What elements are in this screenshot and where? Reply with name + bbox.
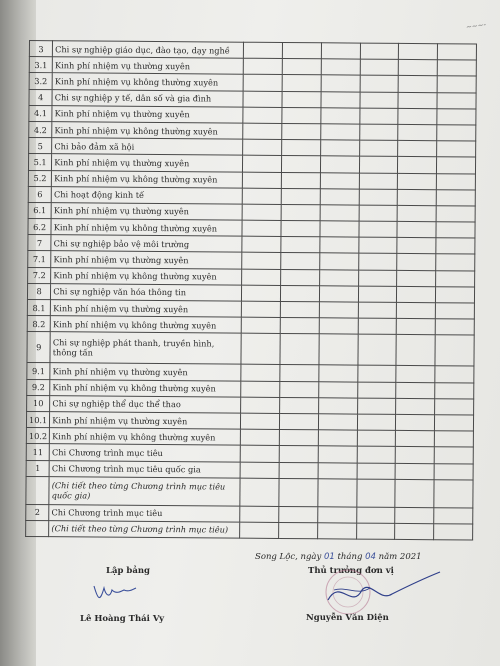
row-number: 8: [27, 283, 50, 299]
value-cell: [280, 285, 319, 301]
value-cell: [281, 253, 320, 269]
value-cell: [436, 189, 475, 205]
row-label: Chi sự nghiệp văn hóa thông tin: [51, 283, 242, 301]
row-label: Chi bảo đảm xã hội: [52, 138, 243, 156]
value-cell: [242, 188, 281, 204]
value-cell: [437, 141, 476, 157]
value-cell: [359, 124, 398, 140]
value-cell: [436, 238, 475, 254]
value-cell: [396, 431, 435, 447]
value-cell: [395, 479, 434, 507]
value-cell: [435, 319, 474, 335]
value-cell: [358, 254, 397, 270]
date-day: 01: [323, 552, 335, 562]
value-cell: [243, 75, 282, 91]
value-cell: [243, 91, 282, 107]
value-cell: [356, 507, 395, 523]
value-cell: [436, 206, 475, 222]
value-cell: [356, 523, 395, 539]
value-cell: [280, 365, 319, 381]
value-cell: [397, 286, 436, 302]
value-cell: [359, 205, 398, 221]
row-number: 4.2: [29, 121, 52, 137]
value-cell: [319, 302, 358, 318]
value-cell: [437, 157, 476, 173]
row-number: 11: [26, 444, 49, 460]
value-cell: [241, 317, 280, 333]
value-cell: [397, 270, 436, 286]
value-cell: [241, 334, 280, 365]
value-cell: [357, 430, 396, 446]
value-cell: [397, 205, 436, 221]
preparer-signature: [90, 580, 140, 606]
value-cell: [281, 172, 320, 188]
value-cell: [398, 92, 437, 108]
value-cell: [434, 524, 473, 540]
value-cell: [320, 221, 359, 237]
row-label: Chi sự nghiệp y tế, dân số và gia đình: [52, 89, 243, 107]
row-number: 5: [29, 138, 52, 154]
value-cell: [242, 269, 281, 285]
value-cell: [434, 479, 473, 507]
value-cell: [397, 238, 436, 254]
value-cell: [321, 75, 360, 91]
value-cell: [319, 318, 358, 334]
value-cell: [318, 478, 357, 506]
value-cell: [357, 382, 396, 398]
row-label: Kinh phí nhiệm vụ không thường xuyên: [52, 170, 243, 188]
value-cell: [399, 43, 438, 59]
value-cell: [398, 141, 437, 157]
value-cell: [358, 334, 397, 365]
value-cell: [319, 365, 358, 381]
row-label: Kinh phí nhiệm vụ thường xuyên: [50, 412, 241, 430]
row-number: 9.2: [27, 379, 50, 395]
value-cell: [241, 381, 280, 397]
value-cell: [242, 204, 281, 220]
row-label: Kinh phí nhiệm vụ thường xuyên: [51, 300, 242, 318]
value-cell: [320, 140, 359, 156]
row-label: (Chi tiết theo từng Chương trình mục tiêu quốc gia): [49, 476, 240, 505]
value-cell: [321, 108, 360, 124]
value-cell: [357, 414, 396, 430]
row-label: Chi Chương trình mục tiêu quốc gia: [49, 460, 240, 478]
value-cell: [320, 124, 359, 140]
value-cell: [397, 319, 436, 335]
row-number: 7.1: [28, 251, 51, 267]
value-cell: [282, 123, 321, 139]
value-cell: [279, 462, 318, 478]
row-number: 10.1: [26, 411, 49, 427]
row-label: Kinh phí nhiệm vụ không thường xuyên: [51, 219, 242, 237]
value-cell: [358, 270, 397, 286]
value-cell: [282, 107, 321, 123]
value-cell: [434, 447, 473, 463]
head-name: Nguyễn Văn Diện: [306, 613, 389, 623]
row-number: 6.2: [28, 219, 51, 235]
row-label: Chi sự nghiệp thể dục thể thao: [50, 395, 241, 413]
value-cell: [435, 398, 474, 414]
value-cell: [397, 221, 436, 237]
value-cell: [241, 397, 280, 413]
value-cell: [360, 92, 399, 108]
value-cell: [320, 156, 359, 172]
row-number: 4.1: [29, 105, 52, 121]
value-cell: [282, 91, 321, 107]
row-number: 5.2: [28, 170, 51, 186]
value-cell: [435, 303, 474, 319]
row-number: 6.1: [28, 202, 51, 218]
row-label: Chi hoạt động kinh tế: [51, 186, 242, 204]
value-cell: [321, 91, 360, 107]
row-number: 9.1: [27, 363, 50, 379]
row-number: 7.2: [28, 267, 51, 283]
value-cell: [281, 269, 320, 285]
value-cell: [243, 123, 282, 139]
value-cell: [396, 414, 435, 430]
value-cell: [281, 204, 320, 220]
row-label: (Chi tiết theo từng Chương trình mục tiêu): [49, 521, 240, 539]
value-cell: [319, 286, 358, 302]
value-cell: [279, 446, 318, 462]
value-cell: [359, 108, 398, 124]
value-cell: [321, 59, 360, 75]
value-cell: [398, 76, 437, 92]
value-cell: [242, 285, 281, 301]
row-label: Kinh phí nhiệm vụ thường xuyên: [52, 154, 243, 172]
value-cell: [437, 44, 476, 60]
value-cell: [435, 415, 474, 431]
value-cell: [398, 173, 437, 189]
row-label: Chi sự nghiệp phát thanh, truyền hình, thông tấn: [50, 332, 241, 364]
value-cell: [320, 237, 359, 253]
value-cell: [321, 43, 360, 59]
value-cell: [358, 318, 397, 334]
value-cell: [320, 188, 359, 204]
value-cell: [360, 75, 399, 91]
value-cell: [243, 172, 282, 188]
value-cell: [241, 365, 280, 381]
value-cell: [281, 221, 320, 237]
row-number: 4: [29, 89, 52, 105]
value-cell: [243, 139, 282, 155]
value-cell: [318, 430, 357, 446]
value-cell: [282, 42, 321, 58]
value-cell: [240, 522, 279, 538]
row-number: 7: [28, 235, 51, 251]
value-cell: [242, 220, 281, 236]
value-cell: [436, 173, 475, 189]
value-cell: [358, 286, 397, 302]
value-cell: [240, 429, 279, 445]
value-cell: [241, 301, 280, 317]
value-cell: [319, 253, 358, 269]
value-cell: [240, 506, 279, 522]
row-label: Chi sự nghiệp bảo vệ môi trường: [51, 235, 242, 253]
value-cell: [280, 318, 319, 334]
row-label: Kinh phí nhiệm vụ thường xuyên: [52, 105, 243, 123]
row-number: 3.1: [29, 57, 52, 73]
value-cell: [279, 413, 318, 429]
row-label: Kinh phí nhiệm vụ thường xuyên: [50, 363, 241, 381]
value-cell: [318, 381, 357, 397]
value-cell: [317, 506, 356, 522]
value-cell: [395, 463, 434, 479]
value-cell: [320, 172, 359, 188]
value-cell: [359, 140, 398, 156]
value-cell: [242, 236, 281, 252]
value-cell: [280, 397, 319, 413]
value-cell: [398, 124, 437, 140]
preparer-title: Lập bảng: [106, 566, 150, 576]
value-cell: [320, 205, 359, 221]
row-number: 3: [29, 41, 52, 57]
value-cell: [435, 335, 474, 366]
value-cell: [243, 58, 282, 74]
value-cell: [437, 108, 476, 124]
date-month: 04: [365, 552, 376, 562]
date-prefix: Song Lộc, ngày: [255, 552, 322, 562]
value-cell: [359, 173, 398, 189]
row-number: 8.1: [27, 299, 50, 315]
row-number: 10.2: [26, 428, 49, 444]
value-cell: [396, 398, 435, 414]
value-cell: [437, 125, 476, 141]
preparer-name: Lê Hoàng Thái Vy: [80, 614, 165, 624]
value-cell: [435, 366, 474, 382]
value-cell: [244, 42, 283, 58]
value-cell: [437, 92, 476, 108]
value-cell: [396, 382, 435, 398]
value-cell: [242, 253, 281, 269]
value-cell: [318, 398, 357, 414]
value-cell: [360, 59, 399, 75]
value-cell: [356, 479, 395, 507]
value-cell: [319, 269, 358, 285]
row-label: Kinh phí nhiệm vụ thường xuyên: [51, 251, 242, 269]
row-number: 10: [27, 395, 50, 411]
row-label: Kinh phí nhiệm vụ không thường xuyên: [50, 428, 241, 446]
date-month-label: tháng: [337, 552, 363, 562]
row-number: 5.1: [28, 154, 51, 170]
value-cell: [319, 334, 358, 365]
row-label: Chi Chương trình mục tiêu: [49, 444, 240, 462]
value-cell: [437, 60, 476, 76]
value-cell: [396, 447, 435, 463]
value-cell: [398, 108, 437, 124]
value-cell: [358, 237, 397, 253]
value-cell: [398, 189, 437, 205]
row-label: Kinh phí nhiệm vụ thường xuyên: [52, 57, 243, 75]
corner-mark: ~~~-: [465, 20, 487, 32]
row-number: 1: [26, 460, 49, 476]
row-number: [26, 476, 49, 504]
head-title: Thủ trưởng đơn vị: [308, 566, 394, 576]
value-cell: [357, 398, 396, 414]
value-cell: [279, 506, 318, 522]
value-cell: [436, 254, 475, 270]
value-cell: [357, 365, 396, 381]
value-cell: [397, 254, 436, 270]
table-row: [27, 332, 474, 367]
table-row: [26, 476, 473, 508]
value-cell: [434, 507, 473, 523]
row-label: Chi sự nghiệp giáo dục, đào tạo, dạy nghề: [53, 41, 244, 59]
value-cell: [436, 222, 475, 238]
value-cell: [396, 366, 435, 382]
value-cell: [281, 188, 320, 204]
row-number: 3.2: [29, 73, 52, 89]
value-cell: [395, 507, 434, 523]
row-label: Kinh phí nhiệm vụ không thường xuyên: [50, 316, 241, 334]
row-label: Kinh phí nhiệm vụ không thường xuyên: [51, 267, 242, 285]
value-cell: [359, 221, 398, 237]
value-cell: [359, 189, 398, 205]
value-cell: [243, 155, 282, 171]
value-cell: [436, 270, 475, 286]
row-number: 6: [28, 186, 51, 202]
value-cell: [434, 463, 473, 479]
value-cell: [281, 156, 320, 172]
table-row: [26, 520, 473, 540]
value-cell: [280, 334, 319, 365]
value-cell: [240, 478, 279, 506]
value-cell: [318, 462, 357, 478]
row-label: Chi Chương trình mục tiêu: [49, 504, 240, 522]
row-number: 2: [26, 504, 49, 520]
row-number: 9: [27, 332, 50, 363]
value-cell: [357, 463, 396, 479]
budget-table: [25, 40, 477, 541]
row-number: 8.2: [27, 316, 50, 332]
value-cell: [280, 381, 319, 397]
value-cell: [398, 157, 437, 173]
value-cell: [279, 478, 318, 506]
date-year: năm 2021: [378, 552, 422, 562]
value-cell: [396, 335, 435, 366]
row-label: Kinh phí nhiệm vụ thường xuyên: [51, 203, 242, 221]
row-label: Kinh phí nhiệm vụ không thường xuyên: [52, 73, 243, 91]
row-number: [26, 520, 49, 536]
value-cell: [399, 60, 438, 76]
value-cell: [435, 382, 474, 398]
value-cell: [282, 140, 321, 156]
value-cell: [436, 287, 475, 303]
value-cell: [240, 462, 279, 478]
value-cell: [240, 445, 279, 461]
value-cell: [317, 523, 356, 539]
row-label: Kinh phí nhiệm vụ không thường xuyên: [52, 122, 243, 140]
value-cell: [318, 414, 357, 430]
value-cell: [434, 431, 473, 447]
value-cell: [281, 237, 320, 253]
value-cell: [243, 107, 282, 123]
value-cell: [395, 523, 434, 539]
value-cell: [318, 446, 357, 462]
value-cell: [358, 302, 397, 318]
value-cell: [397, 302, 436, 318]
value-cell: [279, 430, 318, 446]
value-cell: [359, 156, 398, 172]
value-cell: [357, 446, 396, 462]
value-cell: [282, 75, 321, 91]
value-cell: [279, 522, 318, 538]
value-cell: [280, 301, 319, 317]
value-cell: [241, 413, 280, 429]
value-cell: [282, 59, 321, 75]
row-label: Kinh phí nhiệm vụ không thường xuyên: [50, 379, 241, 397]
value-cell: [360, 43, 399, 59]
value-cell: [437, 76, 476, 92]
